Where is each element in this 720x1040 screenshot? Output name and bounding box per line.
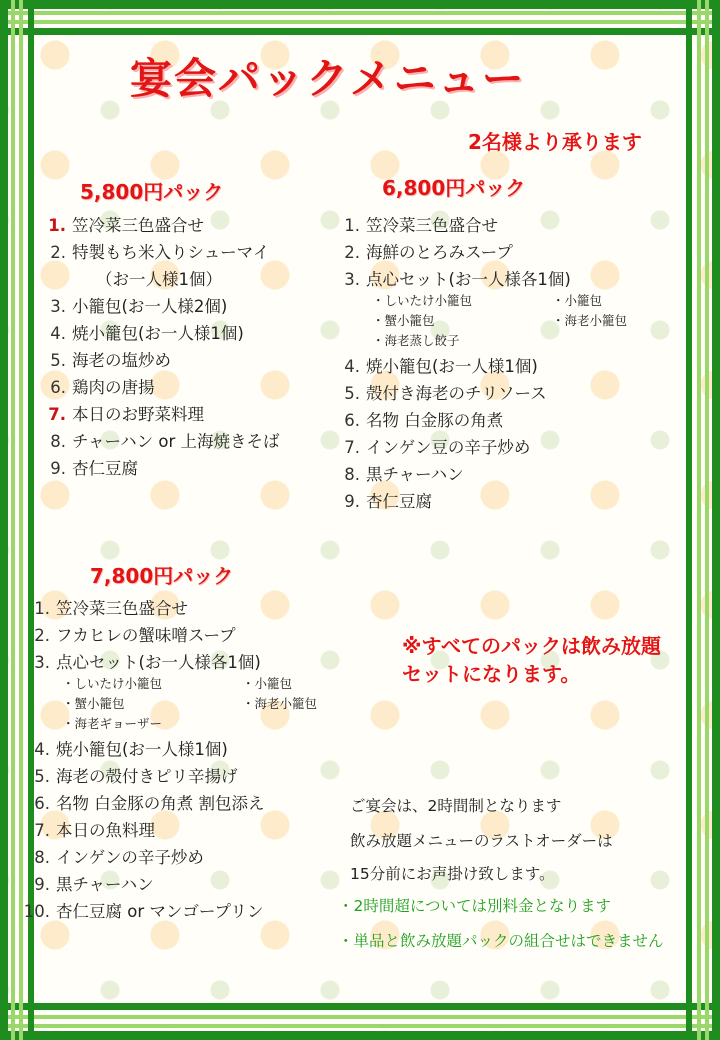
menu-item — [38, 293, 280, 320]
menu-item-text: 杏仁豆腐 — [366, 492, 432, 511]
menu-item — [332, 434, 692, 461]
menu-item — [22, 736, 382, 763]
menu-item-text: 殻付き海老のチリソース — [366, 384, 547, 403]
dim-sum-item: ・蟹小籠包 — [62, 696, 125, 711]
all-you-can-drink-notice: ※すべてのパックは飲み放題セットになります。 — [402, 634, 662, 686]
menu-item-number: 9. — [50, 459, 66, 478]
dim-sum-item: ・小籠包 — [552, 293, 603, 308]
menu-item — [22, 898, 382, 925]
menu-item-text: 黒チャーハン — [56, 875, 154, 894]
dim-sum-set-contents — [372, 291, 692, 351]
dim-sum-item: ・小籠包 — [242, 676, 293, 691]
menu-item-text: 杏仁豆腐 — [72, 459, 138, 478]
menu-item-text: フカヒレの蟹味噌スープ — [56, 626, 236, 645]
menu-item-number: 1. — [48, 216, 66, 235]
menu-item-number: 5. — [34, 767, 50, 786]
menu-item-number: 7. — [344, 438, 360, 457]
menu-item — [22, 622, 382, 649]
extra-charge-note: ・2時間超については別料金となります — [338, 897, 612, 915]
menu-item — [22, 817, 382, 844]
menu-item-text: 焼小籠包(お一人様1個) — [56, 740, 228, 759]
dim-sum-item: ・海老蒸し餃子 — [372, 333, 460, 348]
menu-item-number: 5. — [50, 351, 66, 370]
dim-sum-item: ・海老小籠包 — [552, 313, 628, 328]
menu-item-number: 10. — [23, 902, 50, 921]
menu-item-number: 8. — [50, 432, 66, 451]
menu-item-number: 3. — [50, 297, 66, 316]
menu-item — [38, 428, 280, 455]
menu-item — [332, 353, 692, 380]
menu-item-text: 名物 白金豚の角煮 割包添え — [56, 794, 265, 813]
menu-item — [38, 347, 280, 374]
menu-item-number: 4. — [34, 740, 50, 759]
menu-item — [22, 844, 382, 871]
menu-item-text: 本日のお野菜料理 — [72, 405, 204, 424]
menu-item — [38, 212, 280, 239]
combination-note: ・単品と飲み放題パックの組合せはできません — [338, 932, 664, 950]
minimum-party-size: 2名様より承ります — [468, 130, 642, 154]
menu-item-text: 海老の塩炒め — [72, 351, 171, 370]
menu-item-number: 4. — [50, 324, 66, 343]
menu-item — [332, 461, 692, 488]
menu-item-text: 鶏肉の唐揚 — [72, 378, 155, 397]
menu-item-number: 1. — [344, 216, 360, 235]
pack-5800-menu — [38, 212, 280, 482]
menu-item-number: 3. — [34, 653, 50, 672]
dim-sum-item: ・海老小籠包 — [242, 696, 318, 711]
menu-item-text: 黒チャーハン — [366, 465, 464, 484]
menu-item — [38, 374, 280, 401]
pack-5800-title: 5,800円パック — [80, 180, 224, 204]
menu-item-number: 4. — [344, 357, 360, 376]
dim-sum-item: ・蟹小籠包 — [372, 313, 435, 328]
menu-item — [332, 266, 692, 293]
menu-item-number: 7. — [48, 405, 66, 424]
menu-item-text: 点心セット(お一人様各1個) — [56, 653, 261, 672]
menu-item — [38, 401, 280, 428]
menu-item — [22, 595, 382, 622]
menu-item — [38, 320, 280, 347]
pack-6800-title: 6,800円パック — [382, 176, 526, 200]
menu-item — [332, 488, 692, 515]
menu-item-text: 焼小籠包(お一人様1個) — [366, 357, 538, 376]
menu-item-number: 3. — [344, 270, 360, 289]
menu-item-text: インゲン豆の辛子炒め — [366, 438, 531, 457]
menu-item — [332, 407, 692, 434]
menu-item-number: 6. — [50, 378, 66, 397]
menu-item-text: 笠冷菜三色盛合せ — [56, 599, 188, 618]
menu-item-text: 焼小籠包(お一人様1個) — [72, 324, 244, 343]
menu-item-text: 点心セット(お一人様各1個) — [366, 270, 571, 289]
menu-item — [332, 212, 692, 239]
menu-item — [22, 790, 382, 817]
menu-item-number: 9. — [34, 875, 50, 894]
dim-sum-item: ・しいたけ小籠包 — [372, 293, 473, 308]
menu-item-number: 9. — [344, 492, 360, 511]
menu-item-text: 笠冷菜三色盛合せ — [366, 216, 498, 235]
menu-item-number: 2. — [34, 626, 50, 645]
info-line-1: ご宴会は、2時間制となります — [350, 797, 562, 815]
menu-item-number: 7. — [34, 821, 50, 840]
info-line-2: 飲み放題メニューのラストオーダーは — [350, 832, 613, 850]
menu-item — [22, 763, 382, 790]
menu-item — [22, 649, 382, 676]
menu-item-text: チャーハン or 上海焼きそば — [72, 432, 280, 451]
menu-item-note: （お一人様1個） — [96, 270, 222, 289]
menu-item-text: 本日の魚料理 — [56, 821, 155, 840]
menu-item-number: 2. — [50, 243, 66, 262]
menu-item-number: 1. — [34, 599, 50, 618]
menu-item — [332, 239, 692, 266]
pack-7800-menu — [22, 595, 382, 925]
menu-item-number: 6. — [344, 411, 360, 430]
menu-item — [38, 455, 280, 482]
dim-sum-item: ・しいたけ小籠包 — [62, 676, 163, 691]
menu-item-number: 8. — [34, 848, 50, 867]
menu-item-text: 名物 白金豚の角煮 — [366, 411, 504, 430]
pack-6800-menu — [332, 212, 692, 515]
menu-item-number: 5. — [344, 384, 360, 403]
pack-7800-title: 7,800円パック — [90, 564, 234, 588]
info-line-3: 15分前にお声掛け致します。 — [350, 865, 555, 883]
menu-item-number: 6. — [34, 794, 50, 813]
menu-item-number: 8. — [344, 465, 360, 484]
menu-item-text: 特製もち米入りシューマイ — [72, 243, 270, 262]
page-title: 宴会パックメニュー — [130, 54, 526, 103]
menu-item-text: 小籠包(お一人様2個) — [72, 297, 228, 316]
menu-item-text: 笠冷菜三色盛合せ — [72, 216, 204, 235]
menu-item-text: 杏仁豆腐 or マンゴープリン — [56, 902, 264, 921]
dim-sum-item: ・海老ギョーザー — [62, 716, 163, 731]
menu-item-text: インゲンの辛子炒め — [56, 848, 204, 867]
menu-item — [22, 871, 382, 898]
menu-item-number: 2. — [344, 243, 360, 262]
menu-item — [38, 239, 280, 266]
menu-item-text: 海老の殻付きピリ辛揚げ — [56, 767, 238, 786]
menu-item — [332, 380, 692, 407]
menu-item-text: 海鮮のとろみスープ — [366, 243, 513, 262]
dim-sum-set-contents — [62, 674, 382, 734]
